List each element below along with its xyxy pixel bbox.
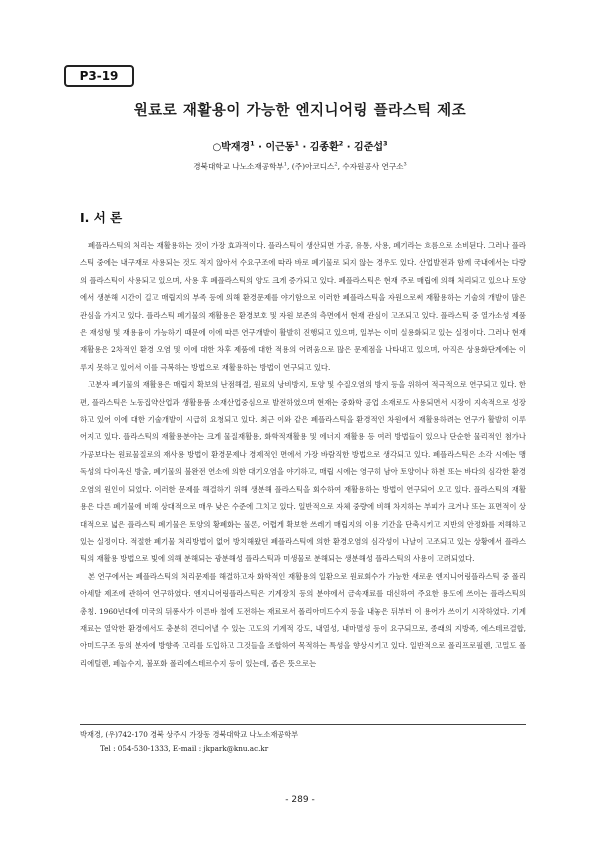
paper-title: 원료로 재활용이 가능한 엔지니어링 플라스틱 제조 bbox=[133, 103, 467, 119]
author-separator: · bbox=[343, 142, 355, 153]
footnote-contact: Tel : 054-530-1333, E-mail : jkpark@knu.ac.kr bbox=[100, 743, 269, 753]
author-list bbox=[0, 138, 600, 153]
affiliation: 경북대학교 나노소재공학부 bbox=[193, 162, 284, 171]
author-name: ○박재경 bbox=[212, 142, 251, 153]
affiliation-mark: 1 bbox=[283, 161, 287, 168]
author-separator: · bbox=[254, 142, 266, 153]
affiliation-mark: 3 bbox=[403, 161, 407, 168]
author-affil-mark: 1 bbox=[250, 139, 255, 148]
author-name: 이근동 bbox=[265, 142, 295, 153]
affiliation-list: 경북대학교 나노소재공학부$^1$, (주)아코디스$^2$, 수자원공사 연구소$^3$ bbox=[193, 161, 407, 171]
footnote-divider bbox=[80, 724, 526, 725]
author-affil-mark: 2 bbox=[338, 139, 344, 148]
author-name: 김종환 bbox=[309, 142, 339, 153]
author-affil-mark: 1 bbox=[294, 139, 299, 148]
section-heading: I. 서 론 bbox=[80, 210, 123, 225]
affiliation-mark: 2 bbox=[334, 161, 338, 168]
paragraph: 폐플라스틱의 처리는 재활용하는 것이 가장 효과적이다. 플라스틱이 생산되면 가공, 유통, 사용, 폐기라는 흐름으로 소비된다. 그러나 플라스틱 중에는 내구재로 사용되는 것도 적지 않아서 수요구조에 따라 바로 폐기물로 되지 않는 경우도 있다. 산업발전과 함께 국내에서는 다량의 플라스틱이 사용되고 있으며, 사용 후 폐플라스틱의 양도 크게 증가되고 있다. 폐플라스틱은 현재 주로 매립에 의해 처리되고 있으나 토양에서 생분해 시간이 길고 매립지의 부족 등에 의해 환경문제를 야기함으로 이러한 폐플라스틱을 자원으로써 재활용하는 기술의 개발이 많은 관심을 가지고 있다. 플라스틱 폐기물의 재활용은 환경보호 및 자원 보존의 측면에서 현재 관심이 고조되고 있다. 플라스틱 중 열가소성 제품은 재성형 및 재용융이 가능하기 때문에 이에 따른 연구개발이 활발히 진행되고 있으며, 일부는 이미 실용화되고 있는 실정이다. 그러나 현재 재활용은 2차적인 환경 오염 및 이에 대한 차후 제품에 대한 적용의 어려움으로 많은 문제점을 나타내고 있으며, 아직은 상용화단계에는 이루지 못하고 있어서 이를 극복하는 방법으로 재활용하는 방법이 연구되고 있다. bbox=[80, 241, 526, 372]
page-number: - 289 - bbox=[285, 795, 315, 805]
paragraph: 본 연구에서는 폐플라스틱의 처리문제를 해결하고자 화학적인 재활용의 일환으로 원료회수가 가능한 새로운 엔지니어링플라스틱 중 폴리아세탈 제조에 관하여 연구하였다. 엔지니어링플라스틱은 기계장치 등의 분야에서 금속재료를 대신하여 주요한 용도에 쓰이는 플라스틱의 총칭. 1960년대에 미국의 뒤퐁사가 이른바 철에 도전하는 재료로서 폴리아미드수지 등을 내놓은 뒤부터 이 용어가 쓰이기 시작하였다. 기계재료는 열악한 환경에서도 충분히 견디어낼 수 있는 고도의 기계적 강도, 내열성, 내마멸성 등이 요구되므로, 종래의 지방족, 에스테르결합, 아미드구조 등의 분자에 방향족 고리를 도입하고 그것들을 조합하여 목적하는 특성을 향상시키고 있다. 일반적으로 폴리프로필렌, 고밀도 폴리에틸렌, 페놀수지, 불포화 폴리에스테르수지 등이 있는데, 좁은 뜻으로는 bbox=[80, 571, 526, 668]
paper-code-badge: P3-19 bbox=[64, 65, 134, 87]
author-name: 김준섭 bbox=[354, 142, 384, 153]
affiliation: 수자원공사 연구소 bbox=[342, 162, 404, 171]
footnote bbox=[80, 728, 298, 755]
footnote-address: 박재경, (우)742-170 경북 상주시 가장동 경북대학교 나노소재공학부 bbox=[80, 730, 299, 739]
author-affil-mark: 3 bbox=[383, 139, 388, 148]
paragraph: 고분자 폐기물의 재활용은 매립지 확보의 난점해결, 원료의 낭비방지, 토양 및 수질오염의 방지 등을 위하여 적극적으로 연구되고 있다. 한편, 플라스틱은 노동집약산업과 생활용품 소재산업중심으로 발전하였으며 현재는 중화학 공업 소재로도 사용되면서 시장이 지속적으로 성장하고 있어 이에 대한 기술개발이 시급히 요청되고 있다. 최근 이와 같은 폐플라스틱을 환경적인 차원에서 재활용하려는 연구가 활발히 이루어지고 있다. 플라스틱의 재활용분야는 크게 물질재활용, 화학적재활용 및 에너지 재활용 등 여러 방법들이 있으나 단순한 물리적인 첨가나 가공보다는 원료물질로의 재사용 방법이 환경문제나 경제적인 면에서 가장 바람직한 방법으로 생각되고 있다. 폐플라스틱은 소각 시에는 맹독성의 다이옥신 방출, 폐기물의 불완전 연소에 의한 대기오염을 야기하고, 매립 시에는 영구히 남아 토양이나 하천 또는 바다의 심각한 환경오염의 원인이 되었다. 이러한 문제를 해결하기 위해 생분해 플라스틱을 회수하여 재활용하는 방법이 연구되어 오고 있다. 플라스틱의 재활용은 다른 폐기물에 비해 상대적으로 매우 낮은 수준에 그치고 있다. 일반적으로 자체 중량에 비해 차지하는 부피가 크거나 또는 표면적이 상대적으로 넓은 플라스틱 폐기물은 토양의 황폐화는 물론, 어렵게 확보한 쓰레기 매립지의 이용 기간을 단축시키고 지반의 안정화를 저해하고 있는 실정이다. 적절한 폐기물 처리방법이 없어 방치해왔던 폐플라스틱에 의한 환경오염의 심각성이 나날이 고조되고 있는 상황에서 플라스틱의 재활용 방법으로 빛에 의해 분해되는 광분해성 플라스틱과 미생물로 분해되는 생분해성 플라스틱의 사용이 고려되었다. bbox=[80, 380, 526, 564]
author-separator: · bbox=[298, 142, 310, 153]
body-text bbox=[80, 237, 526, 672]
affiliation: (주)아코디스 bbox=[291, 162, 335, 171]
